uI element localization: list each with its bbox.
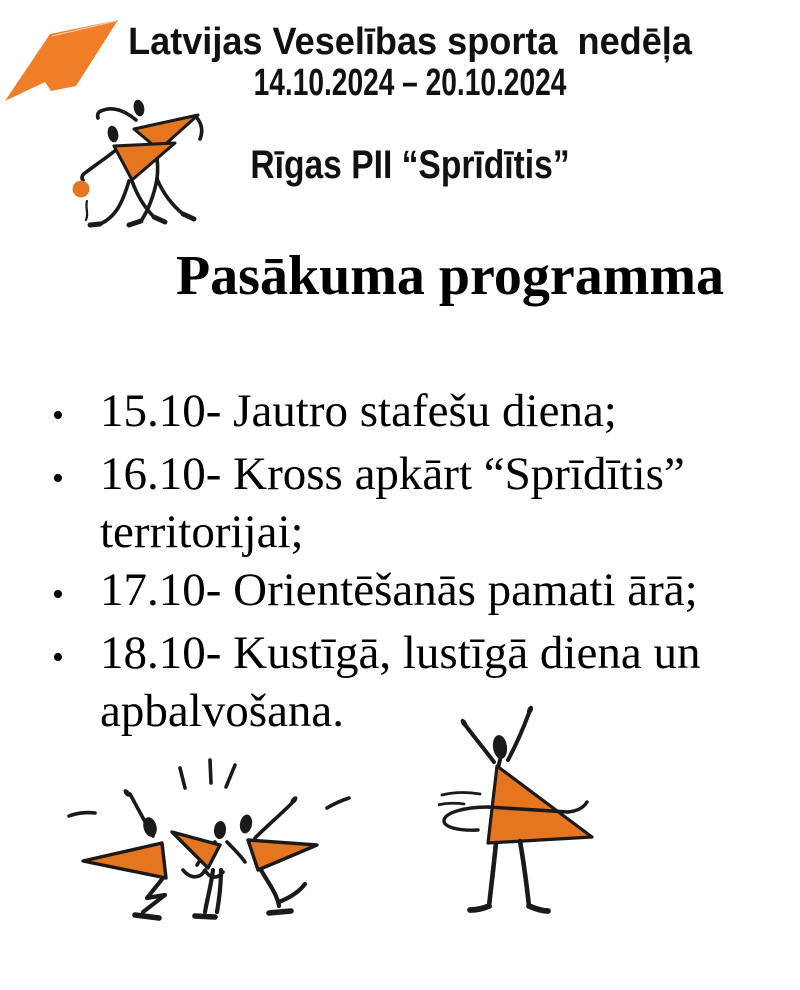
ball xyxy=(73,181,90,198)
program-item-text: 16.10- Kross apkārt “Sprīdītis” territorijai; xyxy=(100,448,685,558)
figure-flag-triangle xyxy=(248,840,317,870)
school-name: Rīgas PII “Sprīdītis” xyxy=(250,143,570,187)
figure-flag-triangle xyxy=(172,832,220,868)
figure-head xyxy=(238,814,253,835)
program-item xyxy=(42,624,742,740)
event-dates: 14.10.2024 – 20.10.2024 xyxy=(253,62,567,104)
bullet-icon: • xyxy=(52,460,64,497)
bullet-icon: • xyxy=(52,639,64,676)
celebrating-figures-icon xyxy=(55,752,365,937)
bullet-icon: • xyxy=(52,397,64,434)
program-item xyxy=(42,382,742,445)
figure-head xyxy=(213,821,227,840)
program-item xyxy=(42,445,742,561)
dancer-head xyxy=(106,125,120,144)
program-item xyxy=(42,561,742,624)
program-list xyxy=(42,382,742,740)
hula-hoop-figure-icon xyxy=(438,698,623,928)
figure-flag-triangle xyxy=(83,843,166,878)
program-item-text: 17.10- Orientēšanās pamati ārā; xyxy=(100,564,698,616)
figure-dress-triangle xyxy=(488,766,592,843)
bullet-icon: • xyxy=(52,576,64,613)
dancer-head xyxy=(132,99,146,118)
program-item-text: 15.10- Jautro stafešu diena; xyxy=(100,385,617,437)
page-title: Pasākuma programma xyxy=(175,245,725,307)
figure-head xyxy=(491,734,508,760)
program-item-text: 18.10- Kustīgā, lustīgā diena un apbalvošana. xyxy=(100,627,701,737)
event-title: Latvijas Veselības sporta nedēļa xyxy=(128,21,692,63)
